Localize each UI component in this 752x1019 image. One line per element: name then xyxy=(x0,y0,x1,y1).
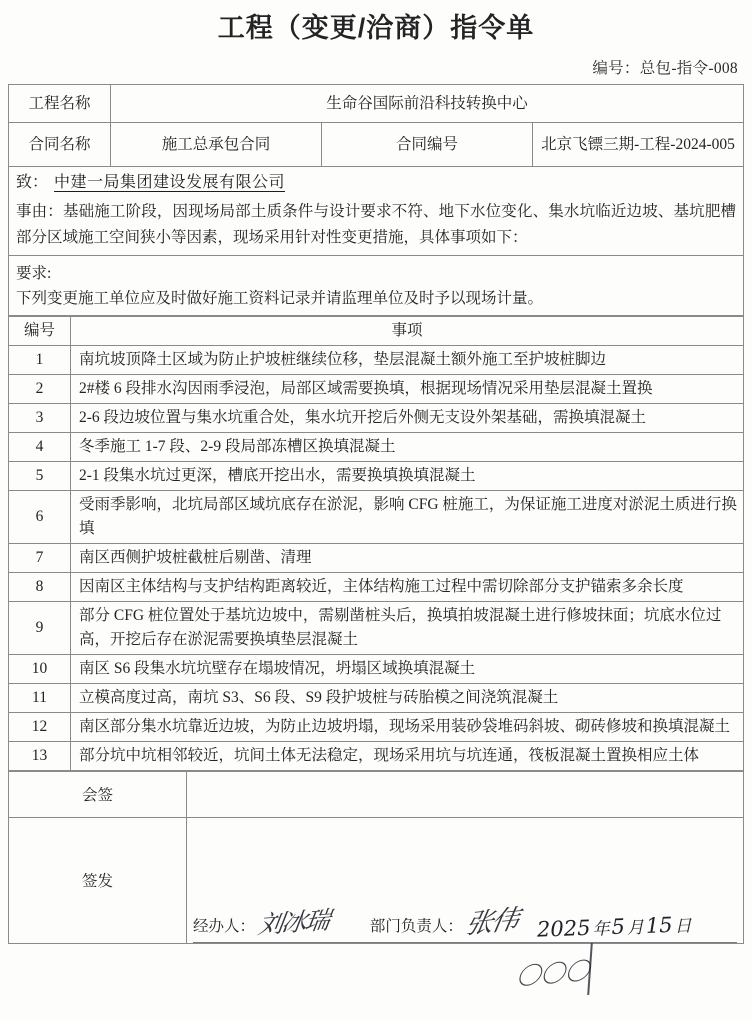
requirement-label: 要求: xyxy=(16,264,52,282)
item-number: 12 xyxy=(9,712,71,741)
item-number: 8 xyxy=(9,572,71,601)
table-row xyxy=(9,432,744,461)
handler-signature: 刘冰瑞 xyxy=(256,905,331,940)
table-row xyxy=(9,601,744,654)
handler-label: 经办人： xyxy=(193,917,256,935)
item-number: 2 xyxy=(9,374,71,403)
item-number: 13 xyxy=(9,741,71,770)
signature-date[interactable] xyxy=(534,911,691,941)
countersign-label: 会签 xyxy=(9,771,187,817)
header-info-table xyxy=(8,84,744,167)
addressee-name: 中建一局集团建设发展有限公司 xyxy=(54,174,286,192)
item-description: 南坑坡顶降土区域为防止护坡桩继续位移，垫层混凝土额外施工至护坡桩脚边 xyxy=(71,345,744,374)
table-row xyxy=(9,403,744,432)
item-description: 因南区主体结构与支护结构距离较近，主体结构施工过程中需切除部分支护锚索多余长度 xyxy=(71,572,744,601)
item-description: 冬季施工 1-7 段、2-9 段局部冻槽区换填混凝土 xyxy=(71,432,744,461)
column-header-item: 事项 xyxy=(71,316,744,345)
item-description: 2#楼 6 段排水沟因雨季浸泡，局部区域需要换填，根据现场情况采用垫层混凝土置换 xyxy=(71,374,744,403)
issue-signature-area[interactable] xyxy=(187,817,744,992)
document-number: 编号：总包-指令-008 xyxy=(592,60,738,78)
department-head-field[interactable] xyxy=(369,900,520,941)
date-month: 5 xyxy=(610,914,626,940)
countersign-area[interactable] xyxy=(187,771,744,817)
items-table xyxy=(8,316,744,771)
item-number: 6 xyxy=(9,490,71,543)
signature-row xyxy=(187,818,743,992)
table-row xyxy=(9,572,744,601)
addressee-label: 致： xyxy=(16,174,49,192)
item-number: 3 xyxy=(9,403,71,432)
item-number: 10 xyxy=(9,654,71,683)
table-row xyxy=(9,123,744,167)
table-row xyxy=(9,490,744,543)
item-number: 9 xyxy=(9,601,71,654)
table-row xyxy=(9,712,744,741)
contract-no-label: 合同编号 xyxy=(322,123,533,167)
table-row xyxy=(9,543,744,572)
reason-block xyxy=(8,196,744,255)
item-description: 受雨季影响，北坑局部区域坑底存在淤泥，影响 CFG 桩施工，为保证施工进度对淤泥土质进行换填 xyxy=(71,490,744,543)
items-table-body xyxy=(9,345,744,770)
item-description: 南区部分集水坑靠近边坡，为防止边坡坍塌，现场采用装砂袋堆码斜坡、砌砖修坡和换填混凝土 xyxy=(71,712,744,741)
item-description: 2-6 段边坡位置与集水坑重合处，集水坑开挖后外侧无支设外架基础，需换填混凝土 xyxy=(71,403,744,432)
contract-no-value: 北京飞镖三期-工程-2024-005 xyxy=(533,123,744,167)
contract-name-value: 施工总承包合同 xyxy=(111,123,322,167)
contract-name-label: 合同名称 xyxy=(9,123,111,167)
table-row xyxy=(9,771,744,817)
table-row xyxy=(9,741,744,770)
item-description: 南区西侧护坡桩截桩后剔凿、清理 xyxy=(71,543,744,572)
date-year-unit: 年 xyxy=(592,919,610,940)
requirement-text: 下列变更施工单位应及时做好施工资料记录并请监理单位及时予以现场计量。 xyxy=(16,289,544,307)
column-header-no: 编号 xyxy=(9,316,71,345)
item-description: 部分坑中坑相邻较近，坑间土体无法稳定，现场采用坑与坑连通，筏板混凝土置换相应土体 xyxy=(71,741,744,770)
date-day: 15 xyxy=(645,912,673,938)
table-row xyxy=(9,817,744,943)
table-row xyxy=(9,461,744,490)
date-day-unit: 日 xyxy=(674,916,692,937)
signature-underline xyxy=(193,942,737,943)
lower-signature-ink: 〇〇〇 xyxy=(515,956,591,992)
item-number: 5 xyxy=(9,461,71,490)
item-number: 7 xyxy=(9,543,71,572)
issue-label: 签发 xyxy=(9,817,187,943)
reason-label: 事由： xyxy=(16,203,63,221)
table-row xyxy=(9,683,744,712)
item-description: 2-1 段集水坑过更深，槽底开挖出水，需要换填换填混凝土 xyxy=(71,461,744,490)
department-head-signature: 张伟 xyxy=(462,904,520,941)
table-row xyxy=(9,345,744,374)
page-title: 工程（变更/洽商）指令单 xyxy=(217,13,535,43)
department-head-label: 部门负责人： xyxy=(369,917,463,935)
item-number: 1 xyxy=(9,345,71,374)
reason-text: 基础施工阶段，因现场局部土质条件与设计要求不符、地下水位变化、集水坑临近边坡、基坑肥槽部分区域施工空间狭小等因素，现场采用针对性变更措施，具体事项如下： xyxy=(16,203,736,247)
signature-table xyxy=(8,771,744,992)
table-header-row xyxy=(9,316,744,345)
requirement-block xyxy=(8,256,744,316)
project-name-label: 工程名称 xyxy=(9,85,111,123)
addressee-line xyxy=(8,167,744,196)
project-name-value: 生命谷国际前沿科技转换中心 xyxy=(111,85,744,123)
item-description: 立模高度过高，南坑 S3、S6 段、S9 段护坡桩与砖胎模之间浇筑混凝土 xyxy=(71,683,744,712)
date-month-unit: 月 xyxy=(626,917,645,939)
table-row xyxy=(9,85,744,123)
item-number: 4 xyxy=(9,432,71,461)
table-row xyxy=(9,654,744,683)
table-row xyxy=(9,374,744,403)
item-description: 南区 S6 段集水坑坑壁存在塌坡情况，坍塌区域换填混凝土 xyxy=(71,654,744,683)
item-number: 11 xyxy=(9,683,71,712)
item-description: 部分 CFG 桩位置处于基坑边坡中，需剔凿桩头后，换填拍坡混凝土进行修坡抹面；坑底水位过高，开挖后存在淤泥需要换填垫层混凝土 xyxy=(71,601,744,654)
date-year: 2025 xyxy=(536,915,591,942)
handler-field[interactable] xyxy=(193,903,331,940)
